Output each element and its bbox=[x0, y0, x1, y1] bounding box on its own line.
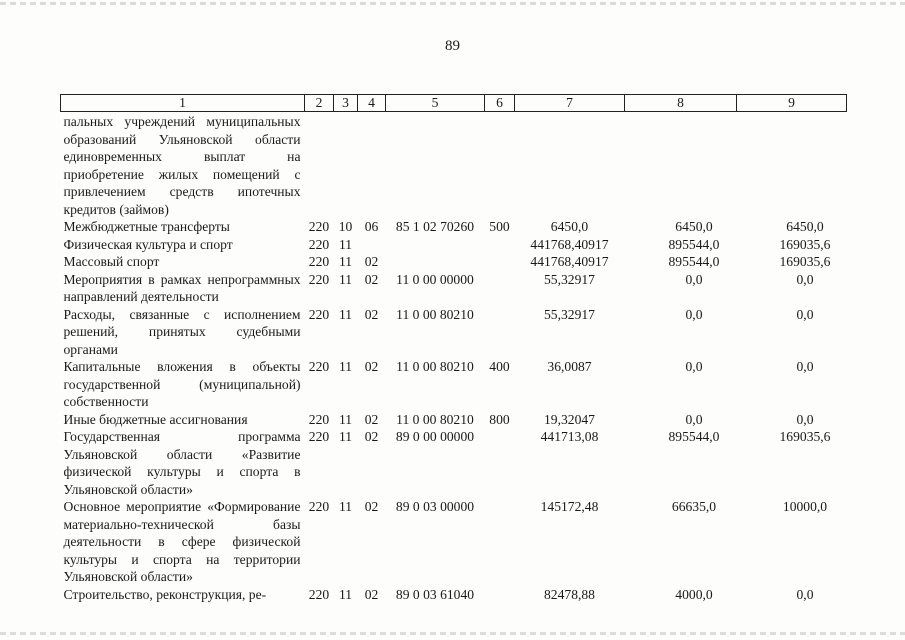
header-col-1: 1 bbox=[61, 95, 305, 112]
header-col-6: 6 bbox=[485, 95, 515, 112]
row-col-3: 11 bbox=[338, 236, 353, 252]
row-col-4: 02 bbox=[364, 306, 379, 322]
row-col-5: 11 0 00 80210 bbox=[396, 411, 474, 427]
row-name: Капитальные вложения в объекты государственной (муниципальной) собственности bbox=[63, 359, 301, 409]
table-row bbox=[61, 306, 847, 359]
row-name: Основное мероприятие «Формирование материально-технической базы деятельности в сфере физической культуры и спорта на территории Ульяновской области» bbox=[63, 499, 301, 584]
row-col-6: 500 bbox=[489, 219, 510, 234]
row-col-7: 6450,0 bbox=[550, 219, 589, 234]
row-col-4: 02 bbox=[364, 499, 379, 514]
row-col-7: 55,32917 bbox=[544, 306, 595, 322]
row-col-7: 441768,40917 bbox=[530, 254, 609, 269]
row-col-7: 55,32917 bbox=[544, 271, 595, 287]
row-col-2: 220 bbox=[308, 306, 330, 322]
row-col-4: 02 bbox=[364, 254, 379, 269]
row-name: Мероприятия в рамках непрограммных направлений деятельности bbox=[63, 271, 301, 304]
row-col-4 bbox=[358, 112, 386, 219]
row-col-4: 02 bbox=[364, 429, 379, 444]
row-col-8: 0,0 bbox=[685, 411, 703, 427]
table-row bbox=[61, 236, 847, 254]
row-col-9 bbox=[737, 112, 847, 219]
table-row bbox=[61, 112, 847, 219]
row-col-2: 220 bbox=[308, 499, 330, 514]
row-col-6: 800 bbox=[489, 411, 510, 427]
row-col-6 bbox=[485, 112, 515, 219]
row-col-8: 4000,0 bbox=[675, 586, 713, 602]
row-col-2: 220 bbox=[308, 254, 330, 269]
header-col-8: 8 bbox=[625, 95, 737, 112]
row-col-5: 85 1 02 70260 bbox=[395, 219, 475, 234]
table-row bbox=[61, 586, 847, 604]
row-col-7: 441768,40917 bbox=[530, 236, 609, 252]
row-name: Расходы, связанные с исполнением решений, принятых судебными органами bbox=[63, 306, 301, 357]
row-col-7: 36,0087 bbox=[547, 359, 592, 374]
row-col-9: 6450,0 bbox=[786, 219, 824, 234]
row-name: Массовый спорт bbox=[63, 254, 160, 269]
row-col-5: 11 0 00 00000 bbox=[396, 271, 474, 287]
header-col-5: 5 bbox=[386, 95, 485, 112]
row-col-8: 895544,0 bbox=[668, 429, 720, 444]
row-col-2: 220 bbox=[308, 271, 330, 287]
header-row bbox=[61, 95, 847, 112]
row-col-4: 02 bbox=[364, 411, 379, 427]
row-col-7: 19,32047 bbox=[544, 411, 595, 427]
row-col-2: 220 bbox=[308, 236, 330, 252]
header-col-7: 7 bbox=[515, 95, 625, 112]
row-col-7: 82478,88 bbox=[544, 586, 595, 602]
table-row bbox=[61, 411, 847, 429]
table-row bbox=[61, 358, 847, 411]
table-row bbox=[61, 218, 847, 236]
table-body bbox=[61, 112, 847, 604]
row-col-4: 06 bbox=[364, 219, 379, 234]
row-col-2 bbox=[305, 112, 334, 219]
scan-edge-top bbox=[0, 2, 905, 5]
header-col-9: 9 bbox=[737, 95, 847, 112]
header-col-4: 4 bbox=[358, 95, 386, 112]
table-row bbox=[61, 253, 847, 271]
row-col-5: 11 0 00 80210 bbox=[396, 359, 474, 374]
row-col-3 bbox=[334, 112, 358, 219]
row-col-6 bbox=[485, 428, 515, 498]
row-col-6 bbox=[485, 253, 515, 271]
table-row bbox=[61, 271, 847, 306]
row-col-8: 0,0 bbox=[685, 306, 703, 322]
row-col-2: 220 bbox=[308, 219, 330, 234]
row-col-5 bbox=[386, 253, 485, 271]
header-col-2: 2 bbox=[305, 95, 334, 112]
row-col-8: 0,0 bbox=[685, 359, 703, 374]
row-col-8: 6450,0 bbox=[675, 219, 713, 234]
row-col-3: 11 bbox=[338, 359, 353, 374]
header-col-3: 3 bbox=[334, 95, 358, 112]
row-col-8: 66635,0 bbox=[671, 499, 717, 514]
row-name: Иные бюджетные ассигнования bbox=[63, 411, 248, 427]
row-col-9: 0,0 bbox=[796, 271, 814, 287]
row-col-2: 220 bbox=[308, 359, 330, 374]
row-col-3: 11 bbox=[338, 411, 353, 427]
row-col-6 bbox=[485, 586, 515, 604]
row-col-2: 220 bbox=[308, 586, 330, 602]
row-col-6 bbox=[485, 236, 515, 254]
row-col-7: 441713,08 bbox=[540, 429, 599, 444]
row-name: Физическая культура и спорт bbox=[63, 236, 233, 252]
row-col-5 bbox=[386, 236, 485, 254]
row-col-8 bbox=[625, 112, 737, 219]
row-col-6 bbox=[485, 498, 515, 586]
row-col-4: 02 bbox=[364, 271, 379, 287]
table-header bbox=[61, 95, 847, 112]
row-col-6: 400 bbox=[489, 359, 510, 374]
row-name: Государственная программа Ульяновской области «Развитие физической культуры и спорта в Ульяновской области» bbox=[63, 429, 301, 497]
row-col-4 bbox=[358, 236, 386, 254]
row-col-8: 895544,0 bbox=[668, 236, 720, 252]
table-row bbox=[61, 428, 847, 498]
row-col-3: 11 bbox=[338, 586, 353, 602]
row-col-7 bbox=[515, 112, 625, 219]
page-number: 89 bbox=[445, 38, 460, 54]
scan-edge-bottom bbox=[0, 632, 905, 635]
row-col-9: 0,0 bbox=[796, 411, 814, 427]
row-col-8: 895544,0 bbox=[668, 254, 720, 269]
row-col-9: 10000,0 bbox=[782, 499, 828, 514]
row-name: пальных учреждений муниципальных образований Ульяновской области единовременных выплат на приобретение жилых помещений с привлечением средств ипотечных кредитов (займов) bbox=[63, 114, 301, 217]
row-col-9: 0,0 bbox=[796, 359, 814, 374]
row-col-4: 02 bbox=[364, 586, 379, 602]
row-col-9: 169035,6 bbox=[779, 254, 831, 269]
row-col-2: 220 bbox=[308, 429, 330, 444]
row-name: Межбюджетные трансферты bbox=[63, 219, 230, 234]
row-col-6 bbox=[485, 271, 515, 306]
row-col-8: 0,0 bbox=[685, 271, 703, 287]
row-col-9: 169035,6 bbox=[779, 429, 831, 444]
row-col-3: 11 bbox=[338, 429, 353, 444]
row-col-7: 145172,48 bbox=[540, 499, 599, 514]
row-col-2: 220 bbox=[308, 411, 330, 427]
row-col-3: 11 bbox=[338, 254, 353, 269]
row-col-4: 02 bbox=[364, 359, 379, 374]
row-col-9: 0,0 bbox=[796, 586, 814, 602]
row-col-6 bbox=[485, 306, 515, 359]
row-col-3: 10 bbox=[338, 219, 353, 234]
row-col-3: 11 bbox=[338, 306, 353, 322]
row-col-5: 89 0 00 00000 bbox=[395, 429, 475, 444]
row-col-5: 89 0 03 61040 bbox=[395, 586, 475, 602]
row-col-5 bbox=[386, 112, 485, 219]
budget-table bbox=[60, 94, 847, 603]
row-col-9: 169035,6 bbox=[779, 236, 831, 252]
row-name: Строительство, реконструкция, ре- bbox=[63, 586, 267, 602]
row-col-5: 11 0 00 80210 bbox=[396, 306, 474, 322]
row-col-3: 11 bbox=[338, 271, 353, 287]
row-col-5: 89 0 03 00000 bbox=[395, 499, 475, 514]
row-col-3: 11 bbox=[338, 499, 353, 514]
table-row bbox=[61, 498, 847, 586]
row-col-9: 0,0 bbox=[796, 306, 814, 322]
